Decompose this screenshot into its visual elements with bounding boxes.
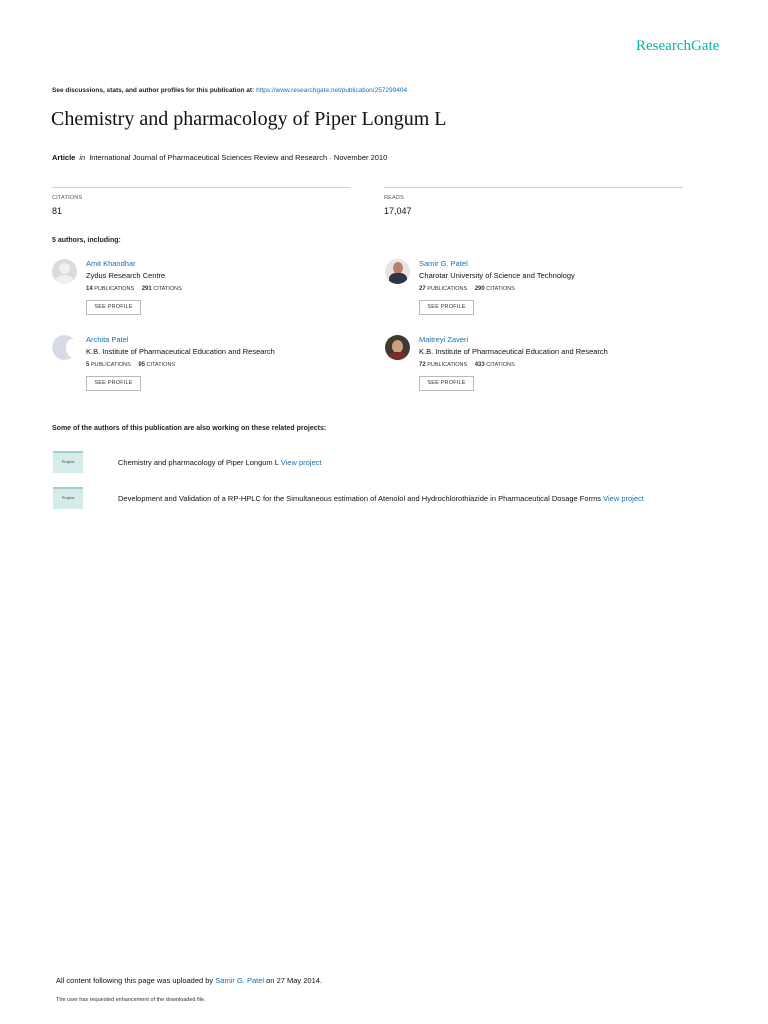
author-card xyxy=(385,335,705,405)
authors-heading: 5 authors, including: xyxy=(52,237,121,244)
citations-divider xyxy=(52,187,350,188)
citations-count: 290 xyxy=(474,286,485,292)
see-profile-button[interactable]: SEE PROFILE xyxy=(419,376,474,391)
author-name[interactable]: Archita Patel xyxy=(86,335,129,344)
author-card xyxy=(52,335,372,405)
reads-value: 17,047 xyxy=(384,206,412,216)
author-institution: K.B. Institute of Pharmaceutical Education and Research xyxy=(86,347,275,356)
author-card xyxy=(52,259,372,329)
author-name[interactable]: Maitreyi Zaveri xyxy=(419,335,469,344)
author-stats xyxy=(419,286,515,292)
see-profile-button[interactable]: SEE PROFILE xyxy=(86,376,141,391)
reads-label: READS xyxy=(384,195,404,201)
article-in: in xyxy=(79,153,86,162)
publications-label: PUBLICATIONS xyxy=(94,286,135,292)
citations-label: CITATIONS xyxy=(52,195,83,201)
author-name[interactable]: Samir G. Patel xyxy=(419,259,468,268)
reads-divider xyxy=(384,187,683,188)
citations-label: CITATIONS xyxy=(146,362,176,368)
journal-name: International Journal of Pharmaceutical Sciences Review and Research · November 2010 xyxy=(89,153,388,162)
publications-count: 72 xyxy=(419,362,426,368)
see-profile-button[interactable]: SEE PROFILE xyxy=(419,300,474,315)
author-stats xyxy=(86,286,182,292)
publications-count: 14 xyxy=(86,286,93,292)
see-profile-button[interactable]: SEE PROFILE xyxy=(86,300,141,315)
projects-heading: Some of the authors of this publication are also working on these related projects: xyxy=(52,425,327,432)
citations-label: CITATIONS xyxy=(486,362,515,368)
avatar-icon[interactable] xyxy=(385,259,410,284)
publications-count: 27 xyxy=(419,286,426,292)
author-institution: Zydus Research Centre xyxy=(86,271,166,280)
project-title: Chemistry and pharmacology of Piper Longum L xyxy=(118,458,279,467)
citations-count: 433 xyxy=(474,362,485,368)
author-stats xyxy=(419,362,515,368)
enhancement-note: The user has requested enhancement of the downloaded file. xyxy=(56,997,206,1003)
view-project-link[interactable]: View project xyxy=(603,494,644,503)
project-icon-label: Project xyxy=(61,459,75,464)
publication-title: Chemistry and pharmacology of Piper Longum L xyxy=(51,108,447,130)
project-title: Development and Validation of a RP-HPLC for the Simultaneous estimation of Atenolol and Hydrochlorothiazide in Pharmaceutical Dosage Forms xyxy=(118,494,602,503)
author-institution: K.B. Institute of Pharmaceutical Education and Research xyxy=(419,347,608,356)
citations-label: CITATIONS xyxy=(486,286,515,292)
author-institution: Charotar University of Science and Technology xyxy=(419,271,575,280)
uploader-link[interactable]: Samir G. Patel xyxy=(215,976,265,985)
avatar-icon[interactable] xyxy=(385,335,410,360)
project-folder-icon xyxy=(53,487,83,509)
citations-count: 291 xyxy=(141,286,152,292)
project-icon-label: Project xyxy=(61,495,75,500)
researchgate-logo: ResearchGate xyxy=(636,38,720,54)
citations-value: 81 xyxy=(52,206,63,216)
publications-count: 5 xyxy=(86,362,90,368)
project-item xyxy=(118,494,644,503)
author-card xyxy=(385,259,705,329)
publications-label: PUBLICATIONS xyxy=(427,362,468,368)
upload-info xyxy=(56,976,322,985)
article-type: Article xyxy=(52,153,76,162)
publications-label: PUBLICATIONS xyxy=(427,286,468,292)
article-info xyxy=(52,153,387,162)
upload-suffix: on 27 May 2014. xyxy=(266,976,323,985)
discussion-line xyxy=(52,87,407,94)
avatar-icon[interactable] xyxy=(52,259,77,284)
publication-link[interactable]: https://www.researchgate.net/publication/257299404 xyxy=(256,87,408,94)
upload-prefix: All content following this page was uploaded by xyxy=(56,976,214,985)
publications-label: PUBLICATIONS xyxy=(90,362,131,368)
project-item xyxy=(118,458,321,467)
author-name[interactable]: Amit Khandhar xyxy=(86,259,136,268)
citations-label: CITATIONS xyxy=(153,286,182,292)
avatar-icon[interactable] xyxy=(52,335,77,360)
view-project-link[interactable]: View project xyxy=(280,458,322,467)
discussion-text: See discussions, stats, and author profiles for this publication at: xyxy=(52,87,255,94)
project-folder-icon xyxy=(53,451,83,473)
citations-count: 95 xyxy=(138,362,146,368)
author-stats xyxy=(86,362,175,368)
